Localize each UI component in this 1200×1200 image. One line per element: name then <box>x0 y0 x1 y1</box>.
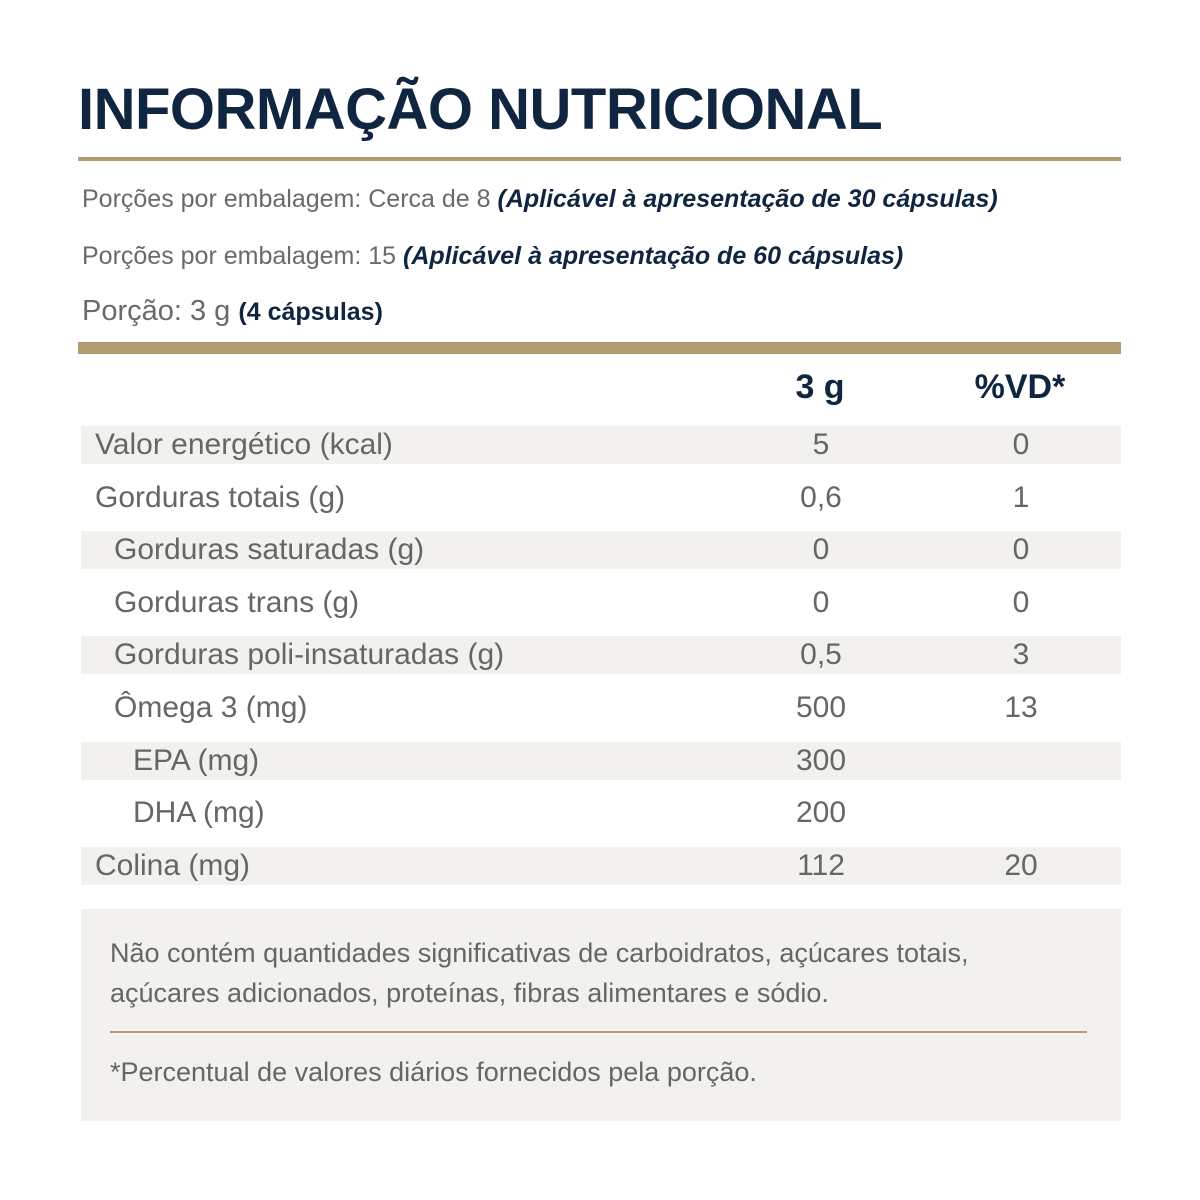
servings-note: (Aplicável à apresentação de 60 cápsulas) <box>403 242 904 270</box>
portion-size <box>82 295 383 328</box>
table-row <box>81 689 1121 727</box>
column-header-amount: 3 g <box>795 368 845 406</box>
row-name: Gorduras trans (g) <box>114 585 360 619</box>
portion-text: Porção: 3 g <box>82 295 231 327</box>
row-name: Gorduras poli-insaturadas (g) <box>114 638 505 672</box>
row-amount: 0,5 <box>800 638 842 672</box>
row-amount: 500 <box>795 690 847 724</box>
row-name: Valor energético (kcal) <box>95 428 393 461</box>
footnote-box <box>81 909 1121 1121</box>
servings-text: Porções por embalagem: Cerca de 8 <box>82 185 491 213</box>
servings-note: (Aplicável à apresentação de 30 cápsulas) <box>497 185 998 213</box>
servings-per-package-30 <box>82 185 998 214</box>
footnote-text: Não contém quantidades significativas de carboidratos, açúcares totais, açúcares adicionados, proteínas, fibras alimentares e sódio. <box>110 938 969 1008</box>
row-amount: 200 <box>795 796 847 830</box>
row-name: DHA (mg) <box>133 796 265 830</box>
table-row <box>81 426 1121 464</box>
servings-per-package-60 <box>82 242 903 271</box>
title-divider <box>78 157 1121 161</box>
row-vd: 0 <box>1012 585 1030 619</box>
nutrition-table <box>81 426 1121 899</box>
table-top-divider <box>78 342 1121 354</box>
table-row <box>81 479 1121 517</box>
row-vd: 13 <box>1004 690 1038 724</box>
row-vd: 0 <box>1012 428 1030 461</box>
row-amount: 0 <box>812 533 830 567</box>
row-name: EPA (mg) <box>133 743 260 777</box>
table-row <box>81 794 1121 832</box>
column-header-vd: %VD* <box>974 368 1066 406</box>
row-vd: 3 <box>1012 638 1030 672</box>
portion-note: (4 cápsulas) <box>238 298 383 326</box>
row-vd: 0 <box>1012 533 1030 567</box>
vd-footnote: *Percentual de valores diários fornecidos pela porção. <box>110 1057 757 1087</box>
row-amount: 5 <box>812 428 830 461</box>
row-amount: 0,6 <box>800 480 842 514</box>
row-name: Gorduras totais (g) <box>95 480 346 514</box>
row-name: Gorduras saturadas (g) <box>114 533 425 567</box>
table-row <box>81 847 1121 885</box>
row-vd: 1 <box>1012 480 1030 514</box>
table-row <box>81 584 1121 622</box>
table-row <box>81 742 1121 780</box>
row-vd: 20 <box>1004 848 1038 882</box>
row-name: Colina (mg) <box>95 848 251 882</box>
row-amount: 112 <box>797 848 845 882</box>
row-name: Ômega 3 (mg) <box>114 690 308 724</box>
page-title: INFORMAÇÃO NUTRICIONAL <box>78 77 883 142</box>
table-row <box>81 531 1121 569</box>
row-amount: 300 <box>795 743 847 777</box>
servings-text: Porções por embalagem: 15 <box>82 242 397 270</box>
table-row <box>81 636 1121 674</box>
row-amount: 0 <box>812 585 830 619</box>
footnote-divider <box>110 1031 1087 1033</box>
